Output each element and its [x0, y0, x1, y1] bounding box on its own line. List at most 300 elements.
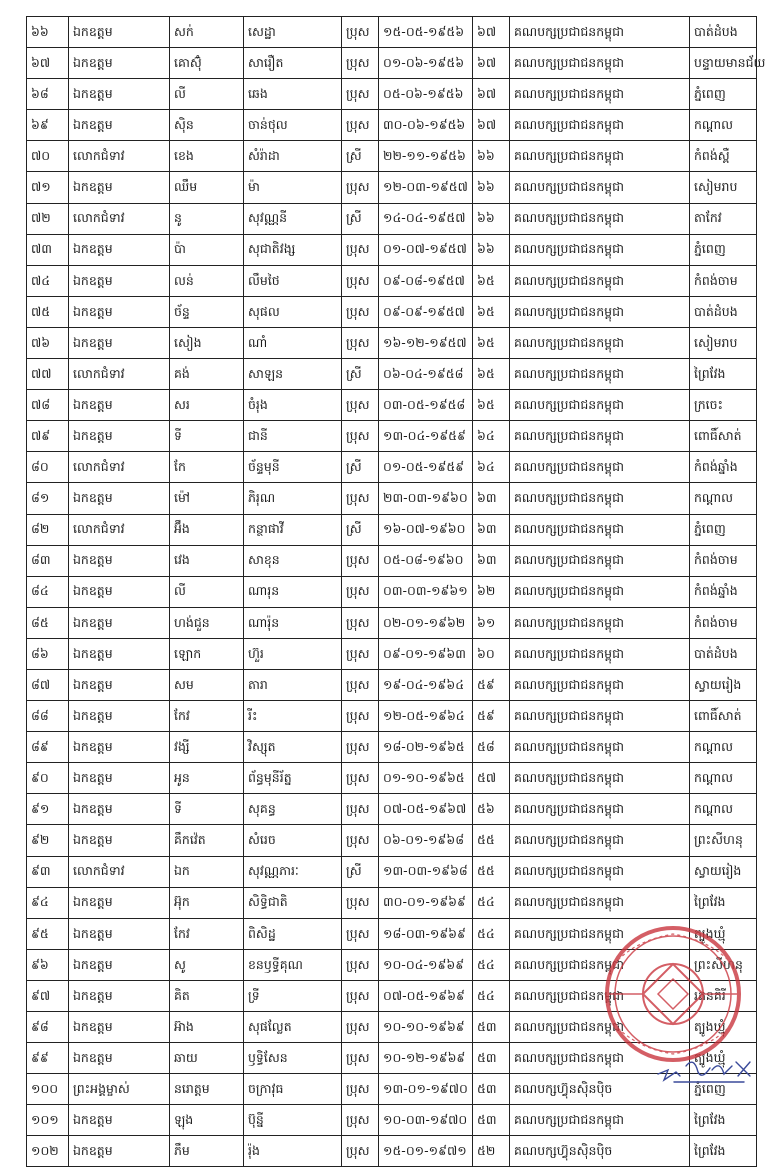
- date-of-birth-cell: ១០-១២-១៩៦៩: [379, 1043, 473, 1074]
- table-row: [27, 359, 757, 390]
- date-of-birth-cell: ០៥-០៦-១៩៥៦: [379, 79, 473, 110]
- given-name-cell: សុវណ្ណនី: [244, 203, 342, 234]
- honorific-title-cell: ឯកឧត្តម: [69, 390, 170, 421]
- surname-cell: ឡោក: [170, 638, 244, 669]
- row-number-cell: ៦៨: [27, 79, 69, 110]
- surname-cell: សក់: [170, 17, 244, 48]
- surname-cell: អ៊ាង: [170, 1012, 244, 1043]
- row-number-cell: ៧០: [27, 141, 69, 172]
- row-number-cell: ៩១: [27, 794, 69, 825]
- row-number-cell: ៩៩: [27, 1043, 69, 1074]
- given-name-cell: សាខុន: [244, 545, 342, 576]
- date-of-birth-cell: ០២-០១-១៩៦២: [379, 607, 473, 638]
- province-cell: ពោធិ៍សាត់: [690, 421, 757, 452]
- table-row: [27, 141, 757, 172]
- province-cell: កំពង់ចាម: [690, 265, 757, 296]
- row-number-cell: ៧១: [27, 172, 69, 203]
- province-cell: បាត់ដំបង: [690, 638, 757, 669]
- province-cell: ស្វាយរៀង: [690, 669, 757, 700]
- party-name-cell: គណបក្សប្រជាជនកម្ពុជា: [510, 1012, 690, 1043]
- surname-cell: វង្សី: [170, 732, 244, 763]
- honorific-title-cell: ឯកឧត្តម: [69, 48, 170, 79]
- date-of-birth-cell: ១៦-០៧-១៩៦០: [379, 514, 473, 545]
- row-number-cell: ៧៨: [27, 390, 69, 421]
- party-name-cell: គណបក្សប្រជាជនកម្ពុជា: [510, 825, 690, 856]
- age-cell: ៦១: [473, 607, 510, 638]
- date-of-birth-cell: ១៤-០៤-១៩៥៧: [379, 203, 473, 234]
- age-cell: ៥៤: [473, 980, 510, 1011]
- row-number-cell: ៩២: [27, 825, 69, 856]
- given-name-cell: តារា: [244, 669, 342, 700]
- date-of-birth-cell: ០១-០៧-១៩៥៧: [379, 234, 473, 265]
- honorific-title-cell: ព្រះអង្គម្ចាស់: [69, 1074, 170, 1105]
- sex-cell: ប្រុស: [342, 545, 379, 576]
- party-name-cell: គណបក្សប្រជាជនកម្ពុជា: [510, 110, 690, 141]
- row-number-cell: ៨២: [27, 514, 69, 545]
- province-cell: បាត់ដំបង: [690, 296, 757, 327]
- given-name-cell: រ៉ុង: [244, 1136, 342, 1167]
- age-cell: ៥៣: [473, 1105, 510, 1136]
- given-name-cell: សុជាតិវង្ស: [244, 234, 342, 265]
- party-name-cell: គណបក្សប្រជាជនកម្ពុជា: [510, 763, 690, 794]
- honorific-title-cell: ឯកឧត្តម: [69, 576, 170, 607]
- given-name-cell: ភិរុណ: [244, 483, 342, 514]
- honorific-title-cell: លោកជំទាវ: [69, 514, 170, 545]
- surname-cell: គង់: [170, 359, 244, 390]
- sex-cell: ប្រុស: [342, 763, 379, 794]
- honorific-title-cell: ឯកឧត្តម: [69, 1043, 170, 1074]
- province-cell: រតនគិរី: [690, 980, 757, 1011]
- date-of-birth-cell: ០១-១០-១៩៦៥: [379, 763, 473, 794]
- province-cell: កំពង់ឆ្នាំង: [690, 576, 757, 607]
- sex-cell: ប្រុស: [342, 669, 379, 700]
- province-cell: ក្រចេះ: [690, 390, 757, 421]
- province-cell: ព្រៃវែង: [690, 887, 757, 918]
- province-cell: បាត់ដំបង: [690, 17, 757, 48]
- sex-cell: ប្រុស: [342, 1105, 379, 1136]
- given-name-cell: សាឡន: [244, 359, 342, 390]
- province-cell: ព្រះសីហនុ: [690, 825, 757, 856]
- date-of-birth-cell: ១៥-០៥-១៩៥៦: [379, 17, 473, 48]
- sex-cell: ប្រុស: [342, 48, 379, 79]
- date-of-birth-cell: ១៦-១២-១៩៥៧: [379, 327, 473, 358]
- age-cell: ៦៥: [473, 327, 510, 358]
- table-row: [27, 856, 757, 887]
- surname-cell: កែវ: [170, 701, 244, 732]
- date-of-birth-cell: ៣០-០១-១៩៦៩: [379, 887, 473, 918]
- surname-cell: ទី: [170, 421, 244, 452]
- row-number-cell: ៦៧: [27, 48, 69, 79]
- table-row: [27, 265, 757, 296]
- surname-cell: ប៉ា: [170, 234, 244, 265]
- date-of-birth-cell: ០៦-០១-១៩៦៨: [379, 825, 473, 856]
- table-row: [27, 794, 757, 825]
- row-number-cell: ៨៧: [27, 669, 69, 700]
- province-cell: ភ្នំពេញ: [690, 514, 757, 545]
- party-name-cell: គណបក្សប្រជាជនកម្ពុជា: [510, 327, 690, 358]
- date-of-birth-cell: ០៧-០៥-១៩៦៧: [379, 794, 473, 825]
- given-name-cell: ណារ៉ុន: [244, 607, 342, 638]
- sex-cell: ប្រុស: [342, 576, 379, 607]
- row-number-cell: ៧៥: [27, 296, 69, 327]
- party-name-cell: គណបក្សប្រជាជនកម្ពុជា: [510, 545, 690, 576]
- honorific-title-cell: ឯកឧត្តម: [69, 794, 170, 825]
- given-name-cell: លឹមថៃ: [244, 265, 342, 296]
- age-cell: ៥៣: [473, 1074, 510, 1105]
- date-of-birth-cell: ០៦-០៤-១៩៥៨: [379, 359, 473, 390]
- row-number-cell: ៨០: [27, 452, 69, 483]
- surname-cell: ម៉ៅ: [170, 483, 244, 514]
- sex-cell: ប្រុស: [342, 234, 379, 265]
- surname-cell: សម: [170, 669, 244, 700]
- honorific-title-cell: ឯកឧត្តម: [69, 79, 170, 110]
- surname-cell: កែវ: [170, 918, 244, 949]
- province-cell: កណ្ដាល: [690, 110, 757, 141]
- row-number-cell: ៩៤: [27, 887, 69, 918]
- table-row: [27, 17, 757, 48]
- honorific-title-cell: ឯកឧត្តម: [69, 918, 170, 949]
- sex-cell: ប្រុស: [342, 638, 379, 669]
- honorific-title-cell: ឯកឧត្តម: [69, 732, 170, 763]
- sex-cell: ប្រុស: [342, 949, 379, 980]
- sex-cell: ប្រុស: [342, 172, 379, 203]
- given-name-cell: រីះ: [244, 701, 342, 732]
- honorific-title-cell: ឯកឧត្តម: [69, 825, 170, 856]
- date-of-birth-cell: ០៩-០១-១៩៦៣: [379, 638, 473, 669]
- sex-cell: ប្រុស: [342, 421, 379, 452]
- table-row: [27, 203, 757, 234]
- date-of-birth-cell: ១៩-០៤-១៩៦៤: [379, 669, 473, 700]
- party-name-cell: គណបក្សប្រជាជនកម្ពុជា: [510, 514, 690, 545]
- date-of-birth-cell: ៣០-០៦-១៩៥៦: [379, 110, 473, 141]
- honorific-title-cell: ឯកឧត្តម: [69, 701, 170, 732]
- sex-cell: ប្រុស: [342, 918, 379, 949]
- surname-cell: លី: [170, 576, 244, 607]
- date-of-birth-cell: ០៣-០៣-១៩៦១: [379, 576, 473, 607]
- date-of-birth-cell: ០៥-០៨-១៩៦០: [379, 545, 473, 576]
- row-number-cell: ៨៥: [27, 607, 69, 638]
- sex-cell: ប្រុស: [342, 1043, 379, 1074]
- given-name-cell: ចក្រាវុធ: [244, 1074, 342, 1105]
- honorific-title-cell: ឯកឧត្តម: [69, 638, 170, 669]
- date-of-birth-cell: ០៧-០៥-១៩៦៩: [379, 980, 473, 1011]
- age-cell: ៦៣: [473, 545, 510, 576]
- surname-cell: ច័ន្ទ: [170, 296, 244, 327]
- party-name-cell: គណបក្សហ៊្វុនស៊ិនប៉ិច: [510, 1136, 690, 1167]
- given-name-cell: ឫទ្ធិសែន: [244, 1043, 342, 1074]
- province-cell: កណ្ដាល: [690, 763, 757, 794]
- row-number-cell: ១០១: [27, 1105, 69, 1136]
- date-of-birth-cell: ០១-០៦-១៩៥៦: [379, 48, 473, 79]
- date-of-birth-cell: ១៨-០២-១៩៦៥: [379, 732, 473, 763]
- province-cell: ព្រៃវែង: [690, 359, 757, 390]
- age-cell: ៦៧: [473, 17, 510, 48]
- row-number-cell: ៧៣: [27, 234, 69, 265]
- surname-cell: គិត: [170, 980, 244, 1011]
- age-cell: ៥៤: [473, 949, 510, 980]
- surname-cell: ឈឹម: [170, 172, 244, 203]
- age-cell: ៦៣: [473, 483, 510, 514]
- age-cell: ៥៨: [473, 732, 510, 763]
- age-cell: ៦៣: [473, 514, 510, 545]
- age-cell: ៦៥: [473, 296, 510, 327]
- table-row: [27, 483, 757, 514]
- age-cell: ៦៦: [473, 172, 510, 203]
- age-cell: ៥២: [473, 1136, 510, 1167]
- table-row: [27, 576, 757, 607]
- row-number-cell: ៦៦: [27, 17, 69, 48]
- age-cell: ៥៦: [473, 794, 510, 825]
- given-name-cell: សារឿត: [244, 48, 342, 79]
- table-row: [27, 110, 757, 141]
- province-cell: កណ្ដាល: [690, 732, 757, 763]
- date-of-birth-cell: ០៣-០៥-១៩៥៨: [379, 390, 473, 421]
- honorific-title-cell: ឯកឧត្តម: [69, 545, 170, 576]
- surname-cell: ភឹម: [170, 1136, 244, 1167]
- honorific-title-cell: លោកជំទាវ: [69, 359, 170, 390]
- given-name-cell: ខនឫទ្ធីគុណ: [244, 949, 342, 980]
- given-name-cell: ហ៊ួរ: [244, 638, 342, 669]
- party-name-cell: គណបក្សប្រជាជនកម្ពុជា: [510, 1043, 690, 1074]
- surname-cell: វេង: [170, 545, 244, 576]
- sex-cell: ប្រុស: [342, 1136, 379, 1167]
- honorific-title-cell: លោកជំទាវ: [69, 856, 170, 887]
- sex-cell: ប្រុស: [342, 1012, 379, 1043]
- surname-cell: ទី: [170, 794, 244, 825]
- sex-cell: ប្រុស: [342, 794, 379, 825]
- party-name-cell: គណបក្សប្រជាជនកម្ពុជា: [510, 980, 690, 1011]
- honorific-title-cell: ឯកឧត្តម: [69, 1105, 170, 1136]
- age-cell: ៦៦: [473, 203, 510, 234]
- surname-cell: កែ: [170, 452, 244, 483]
- given-name-cell: សំរ៉ាដា: [244, 141, 342, 172]
- sex-cell: ប្រុស: [342, 732, 379, 763]
- party-name-cell: គណបក្សប្រជាជនកម្ពុជា: [510, 172, 690, 203]
- age-cell: ៦៥: [473, 265, 510, 296]
- party-name-cell: គណបក្សប្រជាជនកម្ពុជា: [510, 79, 690, 110]
- age-cell: ៥៥: [473, 856, 510, 887]
- party-name-cell: គណបក្សប្រជាជនកម្ពុជា: [510, 887, 690, 918]
- party-name-cell: គណបក្សប្រជាជនកម្ពុជា: [510, 390, 690, 421]
- province-cell: កណ្ដាល: [690, 794, 757, 825]
- age-cell: ៦២: [473, 576, 510, 607]
- row-number-cell: ៩៧: [27, 980, 69, 1011]
- age-cell: ៦៦: [473, 234, 510, 265]
- age-cell: ៥៧: [473, 763, 510, 794]
- sex-cell: ប្រុស: [342, 887, 379, 918]
- party-name-cell: គណបក្សប្រជាជនកម្ពុជា: [510, 141, 690, 172]
- honorific-title-cell: លោកជំទាវ: [69, 203, 170, 234]
- surname-cell: គោស៊ុំ: [170, 48, 244, 79]
- given-name-cell: ប៊ុន្នី: [244, 1105, 342, 1136]
- sex-cell: ប្រុស: [342, 701, 379, 732]
- table-row: [27, 48, 757, 79]
- surname-cell: នូ: [170, 203, 244, 234]
- honorific-title-cell: ឯកឧត្តម: [69, 172, 170, 203]
- party-name-cell: គណបក្សប្រជាជនកម្ពុជា: [510, 949, 690, 980]
- sex-cell: ប្រុស: [342, 265, 379, 296]
- date-of-birth-cell: ១០-១០-១៩៦៩: [379, 1012, 473, 1043]
- given-name-cell: ចំរុង: [244, 390, 342, 421]
- party-name-cell: គណបក្សប្រជាជនកម្ពុជា: [510, 296, 690, 327]
- sex-cell: ប្រុស: [342, 296, 379, 327]
- party-name-cell: គណបក្សប្រជាជនកម្ពុជា: [510, 638, 690, 669]
- given-name-cell: ច័ន្ទមុនី: [244, 452, 342, 483]
- table-row: [27, 732, 757, 763]
- honorific-title-cell: ឯកឧត្តម: [69, 234, 170, 265]
- sex-cell: ប្រុស: [342, 483, 379, 514]
- party-name-cell: គណបក្សប្រជាជនកម្ពុជា: [510, 856, 690, 887]
- given-name-cell: កន្ថាផាវី: [244, 514, 342, 545]
- province-cell: កំពង់ស្ពឺ: [690, 141, 757, 172]
- row-number-cell: ៧៩: [27, 421, 69, 452]
- province-cell: កណ្ដាល: [690, 483, 757, 514]
- surname-cell: ខេង: [170, 141, 244, 172]
- sex-cell: ប្រុស: [342, 1074, 379, 1105]
- province-cell: ត្បូងឃ្មុំ: [690, 918, 757, 949]
- table-row: [27, 1074, 757, 1105]
- age-cell: ៦៥: [473, 390, 510, 421]
- surname-cell: សៀង: [170, 327, 244, 358]
- age-cell: ៥៣: [473, 1012, 510, 1043]
- row-number-cell: ៨៦: [27, 638, 69, 669]
- province-cell: ភ្នំពេញ: [690, 234, 757, 265]
- party-name-cell: គណបក្សប្រជាជនកម្ពុជា: [510, 918, 690, 949]
- date-of-birth-cell: ១៣-០១-១៩៧០: [379, 1074, 473, 1105]
- date-of-birth-cell: ០១-០៥-១៩៥៩: [379, 452, 473, 483]
- row-number-cell: ៧៧: [27, 359, 69, 390]
- given-name-cell: ឆេង: [244, 79, 342, 110]
- honorific-title-cell: ឯកឧត្តម: [69, 483, 170, 514]
- row-number-cell: ៧២: [27, 203, 69, 234]
- sex-cell: ប្រុស: [342, 607, 379, 638]
- province-cell: ព្រៃវែង: [690, 1105, 757, 1136]
- sex-cell: ប្រុស: [342, 980, 379, 1011]
- age-cell: ៥៣: [473, 1043, 510, 1074]
- row-number-cell: ៩៨: [27, 1012, 69, 1043]
- province-cell: សៀមរាប: [690, 172, 757, 203]
- sex-cell: ស្រី: [342, 359, 379, 390]
- sex-cell: ប្រុស: [342, 17, 379, 48]
- table-row: [27, 390, 757, 421]
- age-cell: ៦៧: [473, 48, 510, 79]
- surname-cell: ឆាយ: [170, 1043, 244, 1074]
- table-row: [27, 79, 757, 110]
- date-of-birth-cell: ០៩-០៩-១៩៥៧: [379, 296, 473, 327]
- sex-cell: ស្រី: [342, 452, 379, 483]
- date-of-birth-cell: ១២-០៣-១៩៥៧: [379, 172, 473, 203]
- province-cell: ភ្នំពេញ: [690, 79, 757, 110]
- given-name-cell: ជានី: [244, 421, 342, 452]
- age-cell: ៦៧: [473, 110, 510, 141]
- given-name-cell: ម៉ា: [244, 172, 342, 203]
- row-number-cell: ៩០: [27, 763, 69, 794]
- table-row: [27, 545, 757, 576]
- table-row: [27, 172, 757, 203]
- row-number-cell: ៨៤: [27, 576, 69, 607]
- province-cell: កំពង់ចាម: [690, 545, 757, 576]
- party-name-cell: គណបក្សប្រជាជនកម្ពុជា: [510, 607, 690, 638]
- given-name-cell: សំរេច: [244, 825, 342, 856]
- given-name-cell: វិស្សុត: [244, 732, 342, 763]
- row-number-cell: ៨១: [27, 483, 69, 514]
- age-cell: ៦៦: [473, 141, 510, 172]
- given-name-cell: សុផល្លែត: [244, 1012, 342, 1043]
- province-cell: ព្រះសីហនុ: [690, 949, 757, 980]
- surname-cell: អូន: [170, 763, 244, 794]
- age-cell: ៦៤: [473, 452, 510, 483]
- sex-cell: ប្រុស: [342, 110, 379, 141]
- party-name-cell: គណបក្សប្រជាជនកម្ពុជា: [510, 1105, 690, 1136]
- table-row: [27, 327, 757, 358]
- table-row: [27, 887, 757, 918]
- given-name-cell: ពិសិដ្ឋ: [244, 918, 342, 949]
- row-number-cell: ៩៥: [27, 918, 69, 949]
- row-number-cell: ៧៤: [27, 265, 69, 296]
- date-of-birth-cell: ១៥-០១-១៩៧១: [379, 1136, 473, 1167]
- row-number-cell: ៨៨: [27, 701, 69, 732]
- row-number-cell: ១០២: [27, 1136, 69, 1167]
- age-cell: ៥៥: [473, 825, 510, 856]
- honorific-title-cell: ឯកឧត្តម: [69, 296, 170, 327]
- age-cell: ៥៩: [473, 669, 510, 700]
- table-row: [27, 825, 757, 856]
- given-name-cell: សុគន្ធ: [244, 794, 342, 825]
- honorific-title-cell: ឯកឧត្តម: [69, 763, 170, 794]
- party-name-cell: គណបក្សហ៊្វុនស៊ិនប៉ិច: [510, 1074, 690, 1105]
- age-cell: ៦៧: [473, 79, 510, 110]
- table-row: [27, 607, 757, 638]
- row-number-cell: ៧៦: [27, 327, 69, 358]
- honorific-title-cell: ឯកឧត្តម: [69, 265, 170, 296]
- given-name-cell: ចាន់ថុល: [244, 110, 342, 141]
- row-number-cell: ៦៩: [27, 110, 69, 141]
- surname-cell: សូ: [170, 949, 244, 980]
- surname-cell: លន់: [170, 265, 244, 296]
- honorific-title-cell: ឯកឧត្តម: [69, 607, 170, 638]
- honorific-title-cell: ឯកឧត្តម: [69, 421, 170, 452]
- honorific-title-cell: ឯកឧត្តម: [69, 949, 170, 980]
- party-name-cell: គណបក្សប្រជាជនកម្ពុជា: [510, 421, 690, 452]
- table-row: [27, 514, 757, 545]
- date-of-birth-cell: ១០-០៣-១៩៧០: [379, 1105, 473, 1136]
- age-cell: ៦០: [473, 638, 510, 669]
- party-name-cell: គណបក្សប្រជាជនកម្ពុជា: [510, 669, 690, 700]
- sex-cell: ប្រុស: [342, 327, 379, 358]
- given-name-cell: សុវណ្ណភារៈ: [244, 856, 342, 887]
- party-name-cell: គណបក្សប្រជាជនកម្ពុជា: [510, 576, 690, 607]
- party-name-cell: គណបក្សប្រជាជនកម្ពុជា: [510, 265, 690, 296]
- party-name-cell: គណបក្សប្រជាជនកម្ពុជា: [510, 17, 690, 48]
- party-name-cell: គណបក្សប្រជាជនកម្ពុជា: [510, 701, 690, 732]
- row-number-cell: ៩៣: [27, 856, 69, 887]
- honorific-title-cell: ឯកឧត្តម: [69, 17, 170, 48]
- province-cell: បន្ទាយមានជ័យ: [690, 48, 757, 79]
- province-cell: ព្រៃវែង: [690, 1136, 757, 1167]
- date-of-birth-cell: ២៣-០៣-១៩៦០: [379, 483, 473, 514]
- table-row: [27, 234, 757, 265]
- table-row: [27, 1105, 757, 1136]
- honorific-title-cell: ឯកឧត្តម: [69, 1136, 170, 1167]
- date-of-birth-cell: ១៣-០៣-១៩៦៨: [379, 856, 473, 887]
- table-row: [27, 638, 757, 669]
- table-row: [27, 669, 757, 700]
- province-cell: ភ្នំពេញ: [690, 1074, 757, 1105]
- surname-cell: ស៊ិន: [170, 110, 244, 141]
- surname-cell: អ៊ុក: [170, 887, 244, 918]
- party-name-cell: គណបក្សប្រជាជនកម្ពុជា: [510, 732, 690, 763]
- date-of-birth-cell: ១០-០៤-១៩៦៩: [379, 949, 473, 980]
